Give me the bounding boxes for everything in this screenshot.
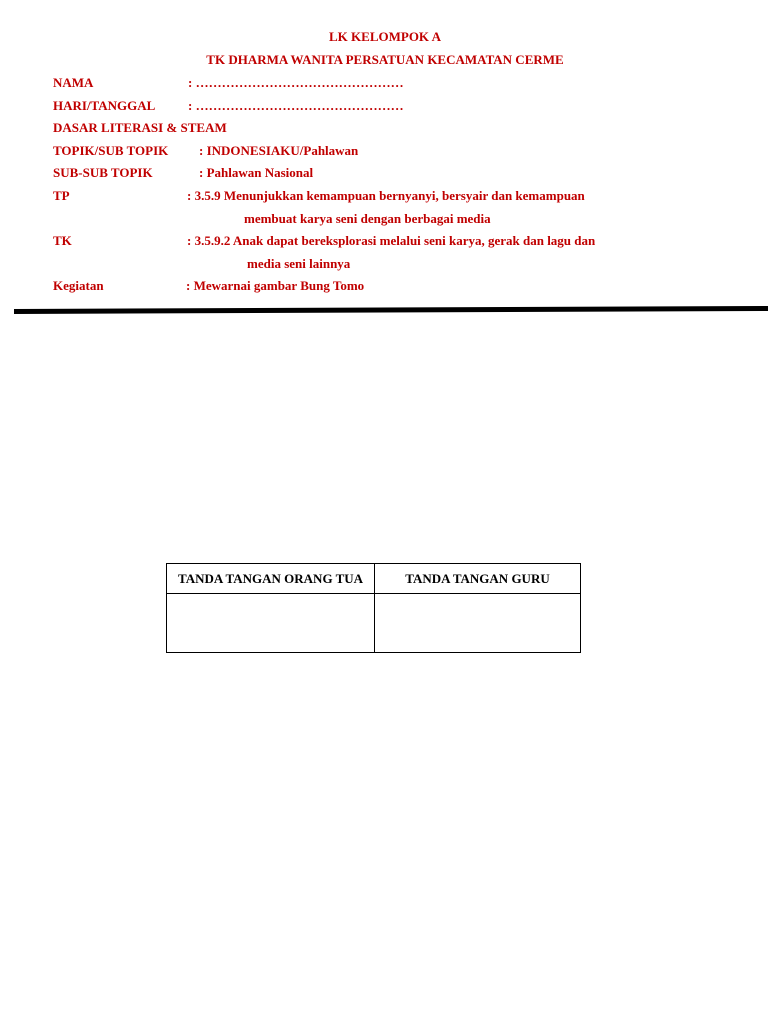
nama-value: : …………………………………………	[188, 75, 404, 90]
teacher-signature-header: TANDA TANGAN GURU	[375, 564, 581, 594]
school-name: TK DHARMA WANITA PERSATUAN KECAMATAN CERME	[206, 52, 564, 67]
hari-tanggal-value: : …………………………………………	[188, 98, 404, 113]
nama-label: NAMA	[53, 75, 94, 90]
tk-label: TK	[53, 233, 72, 248]
signature-table	[166, 563, 581, 653]
parent-signature-header: TANDA TANGAN ORANG TUA	[167, 564, 375, 594]
worksheet-title: LK KELOMPOK A	[329, 29, 441, 44]
kegiatan-value: : Mewarnai gambar Bung Tomo	[186, 278, 365, 293]
topik-value: : INDONESIAKU/Pahlawan	[199, 143, 359, 158]
hari-tanggal-label: HARI/TANGGAL	[53, 98, 156, 113]
signature-box-row	[167, 594, 581, 653]
tp-value-line2: membuat karya seni dengan berbagai media	[244, 211, 491, 226]
tk-value-line1: : 3.5.9.2 Anak dapat bereksplorasi melalui seni karya, gerak dan lagu dan	[187, 233, 596, 248]
tp-label: TP	[53, 188, 70, 203]
signature-header-row	[167, 564, 581, 594]
topik-label: TOPIK/SUB TOPIK	[53, 143, 169, 158]
tp-value-line1: : 3.5.9 Menunjukkan kemampuan bernyanyi, bersyair dan kemampuan	[187, 188, 585, 203]
dasar-label: DASAR LITERASI & STEAM	[53, 120, 227, 135]
parent-signature-box[interactable]	[167, 594, 375, 653]
sub-sub-topik-label: SUB-SUB TOPIK	[53, 165, 153, 180]
sub-sub-topik-value: : Pahlawan Nasional	[199, 165, 314, 180]
tk-value-line2: media seni lainnya	[247, 256, 351, 271]
kegiatan-label: Kegiatan	[53, 278, 104, 293]
divider-rule	[14, 306, 768, 314]
teacher-signature-box[interactable]	[375, 594, 581, 653]
